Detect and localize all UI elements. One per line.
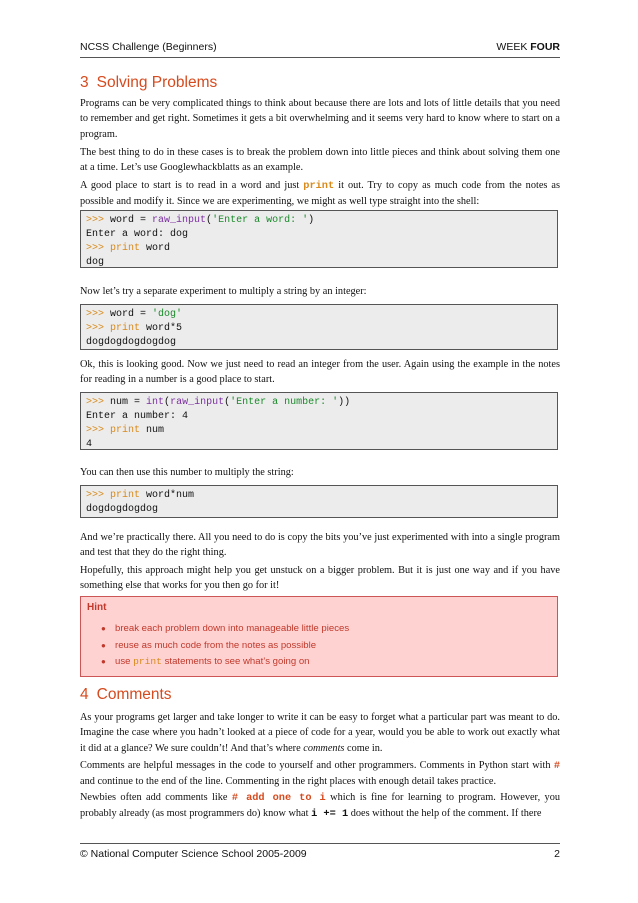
hint-item: ● reuse as much code from the notes as possible: [101, 639, 349, 656]
inline-keyword: print: [133, 656, 162, 667]
header-week-number: FOUR: [530, 41, 560, 53]
code-block: >>> print word*num dogdogdogdog: [80, 485, 558, 518]
header-course-title: NCSS Challenge (Beginners): [80, 41, 217, 53]
section-4-heading: [80, 685, 560, 705]
paragraph: Ok, this is looking good. Now we just need to read an integer from the user. Again using the example in the notes for reading in a number is a good place to start.: [80, 359, 560, 386]
footer-copyright: © National Computer Science School 2005-2009: [80, 848, 307, 860]
page-number: 2: [554, 848, 560, 860]
paragraph: Hopefully, this approach might help you get unstuck on a bigger problem. But it is just one way and if you have something else that works for you then go for it!: [80, 565, 560, 592]
paragraph: A good place to start is to read in a word and just print it out. Try to copy as much code from the notes as possible and modify it. Since we are experimenting, we might as well type straight into the shell:: [80, 180, 561, 208]
section-number: 4: [80, 686, 89, 703]
paragraph: As your programs get larger and take longer to write it can be easy to forget what a particular part was meant to do. Imagine the case where you hadn’t looked at a piece of code for a year, would you be able to work out exactly what it did at a glance? We sure couldn’t! And that’s where comments come in.: [80, 712, 560, 754]
paragraph: Programs can be very complicated things to think about because there are lots and lots of little details that you need to remember and get right. Sometimes it gets a bit overwhelming and it seems very hard to know where to start on a program.: [80, 98, 560, 140]
inline-code: #: [553, 760, 560, 772]
paragraph: Comments are helpful messages in the code to yourself and other programmers. Comments in Python start with # and continue to the end of the line. Commenting in the right places with enough detail takes practice.: [80, 760, 560, 788]
code-block: >>> word = raw_input('Enter a word: ') Enter a word: dog >>> print word dog: [80, 210, 558, 268]
paragraph: Now let’s try a separate experiment to multiply a string by an integer:: [80, 286, 367, 297]
section-3-heading: [80, 73, 560, 93]
paragraph: The best thing to do in these cases is to break the problem down into little pieces and think about solving them one at a time. Let’s use Googlewhackblatts as an example.: [80, 147, 560, 174]
hint-box: [80, 596, 558, 677]
code-block: >>> word = 'dog' >>> print word*5 dogdogdogdogdog: [80, 304, 558, 350]
hint-list: [101, 622, 349, 672]
code-block: >>> num = int(raw_input('Enter a number: ')) Enter a number: 4 >>> print num 4: [80, 392, 558, 450]
emphasis: comments: [303, 742, 345, 754]
hint-title: Hint: [87, 602, 107, 613]
inline-code: # add one to i: [231, 792, 326, 804]
paragraph: Newbies often add comments like # add one to i which is fine for learning to program. However, you probably already (as most programmers do) know what i += 1 does without the help of the comment. If there: [80, 792, 560, 821]
footer-rule: [80, 843, 560, 844]
paragraph: You can then use this number to multiply the string:: [80, 467, 294, 478]
running-header: [80, 41, 560, 53]
section-number: 3: [80, 74, 89, 91]
hint-item: ● use print statements to see what’s going on: [101, 655, 349, 672]
hint-item: ● break each problem down into manageable little pieces: [101, 622, 349, 639]
section-title: Comments: [96, 686, 172, 703]
header-rule: [80, 57, 560, 58]
header-week: WEEK FOUR: [496, 41, 560, 53]
running-footer: [80, 848, 560, 860]
section-title: Solving Problems: [96, 74, 218, 91]
paragraph: And we’re practically there. All you need to do is copy the bits you’ve just experimented with into a single program and test that they do the right thing.: [80, 532, 560, 559]
inline-code: i += 1: [311, 808, 349, 821]
inline-keyword: print: [303, 180, 335, 192]
